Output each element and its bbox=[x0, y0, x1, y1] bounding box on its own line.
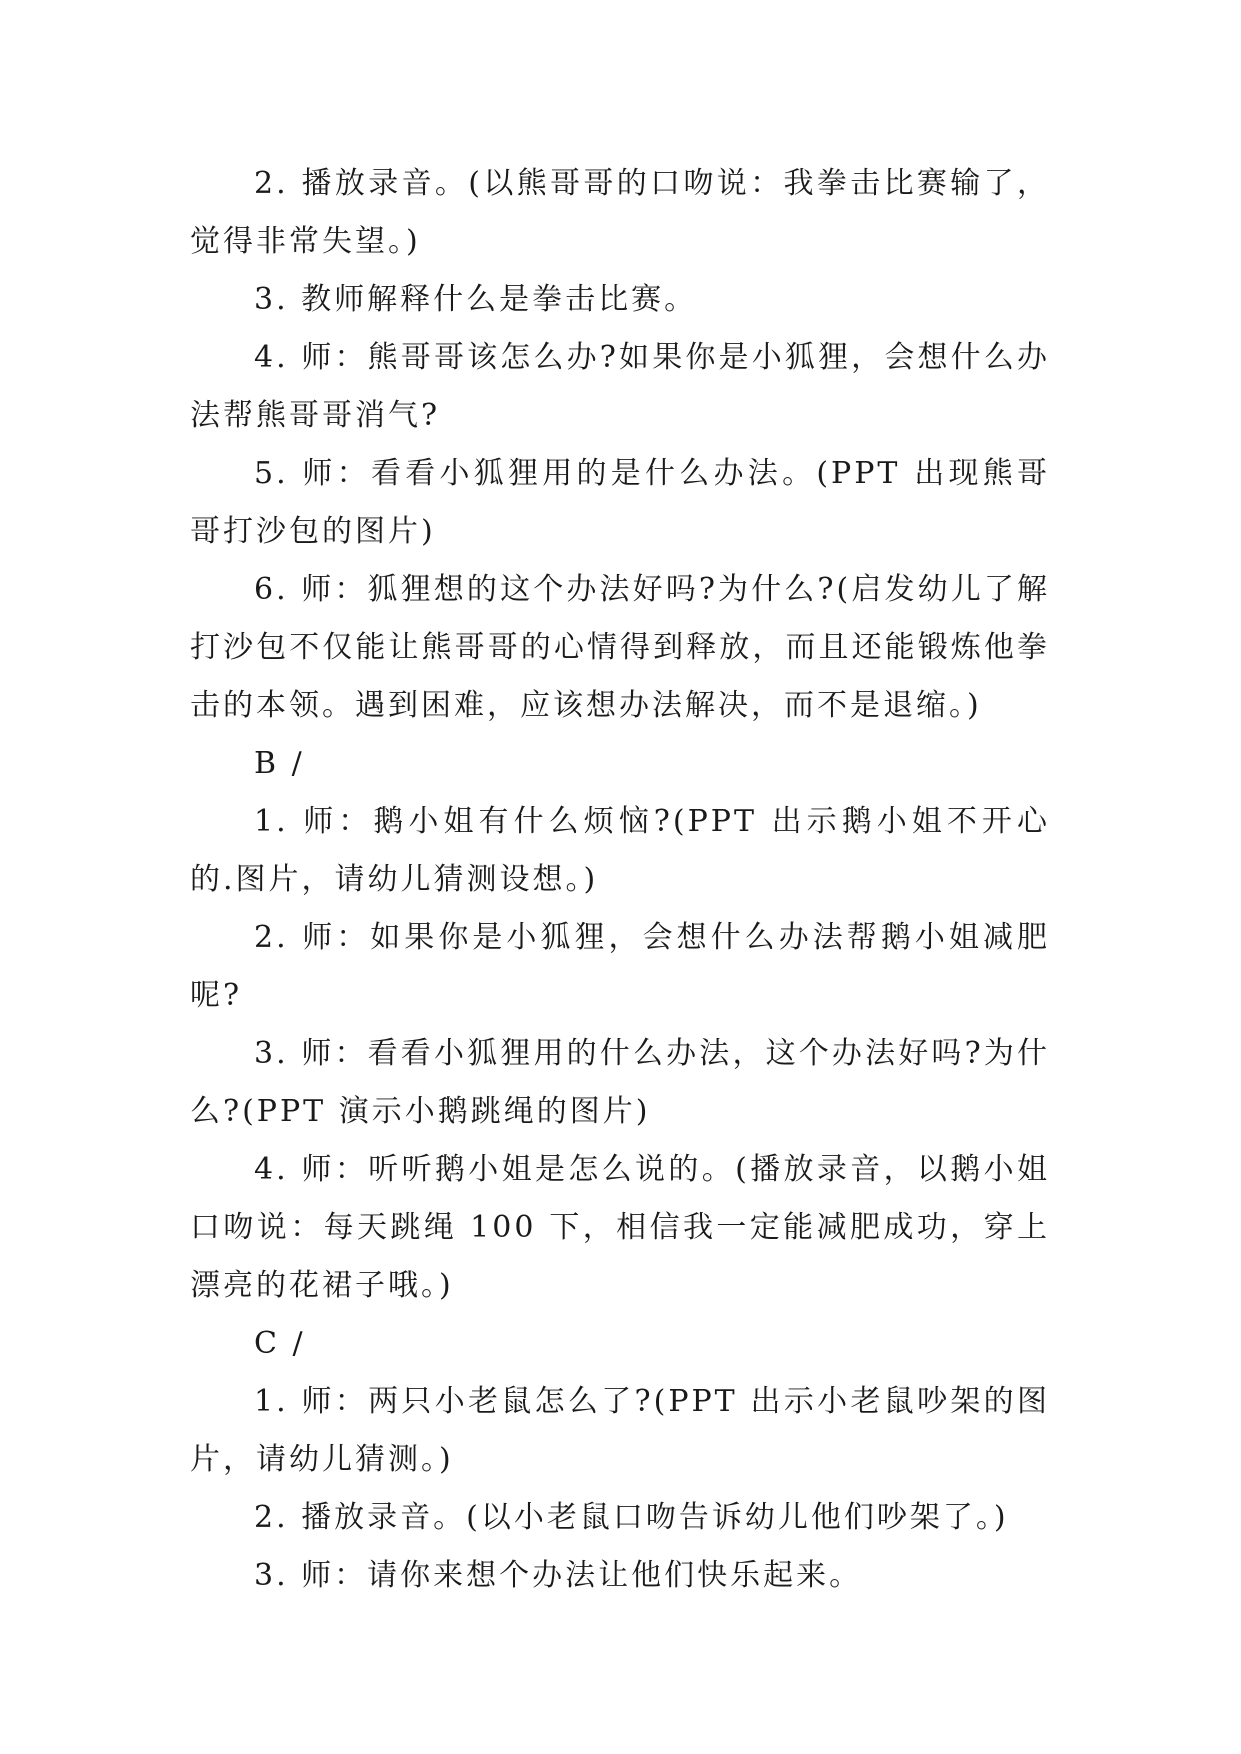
paragraph-12: 1. 师：两只小老鼠怎么了?(PPT 出示小老鼠吵架的图片，请幼儿猜测。) bbox=[190, 1384, 1050, 1477]
paragraph-2: 3. 教师解释什么是拳击比赛。 bbox=[254, 282, 698, 317]
paragraph-5: 6. 师：狐狸想的这个办法好吗?为什么?(启发幼儿了解打沙包不仅能让熊哥哥的心情得到释放，而且还能锻炼他拳击的本领。遇到困难，应该想办法解决，而不是退缩。) bbox=[190, 572, 1050, 723]
paragraph-3: 4. 师：熊哥哥该怎么办?如果你是小狐狸，会想什么办法帮熊哥哥消气? bbox=[190, 340, 1050, 433]
paragraph-7: 1. 师：鹅小姐有什么烦恼?(PPT 出示鹅小姐不开心的.图片，请幼儿猜测设想。) bbox=[190, 804, 1050, 897]
section-heading-b: B / bbox=[254, 746, 305, 781]
paragraph-1: 2. 播放录音。(以熊哥哥的口吻说：我拳击比赛输了，觉得非常失望。) bbox=[190, 166, 1050, 259]
section-heading-c: C / bbox=[254, 1326, 306, 1361]
document-body bbox=[190, 155, 1050, 1605]
paragraph-4: 5. 师：看看小狐狸用的是什么办法。(PPT 出现熊哥哥打沙包的图片) bbox=[190, 456, 1050, 549]
paragraph-8: 2. 师：如果你是小狐狸，会想什么办法帮鹅小姐减肥呢? bbox=[190, 920, 1050, 1013]
paragraph-9: 3. 师：看看小狐狸用的什么办法，这个办法好吗?为什么?(PPT 演示小鹅跳绳的图片) bbox=[190, 1036, 1050, 1129]
paragraph-14: 3. 师：请你来想个办法让他们快乐起来。 bbox=[254, 1558, 863, 1593]
paragraph-10: 4. 师：听听鹅小姐是怎么说的。(播放录音，以鹅小姐口吻说：每天跳绳 100 下，相信我一定能减肥成功，穿上漂亮的花裙子哦。) bbox=[190, 1152, 1050, 1303]
paragraph-13: 2. 播放录音。(以小老鼠口吻告诉幼儿他们吵架了。) bbox=[254, 1500, 1009, 1535]
